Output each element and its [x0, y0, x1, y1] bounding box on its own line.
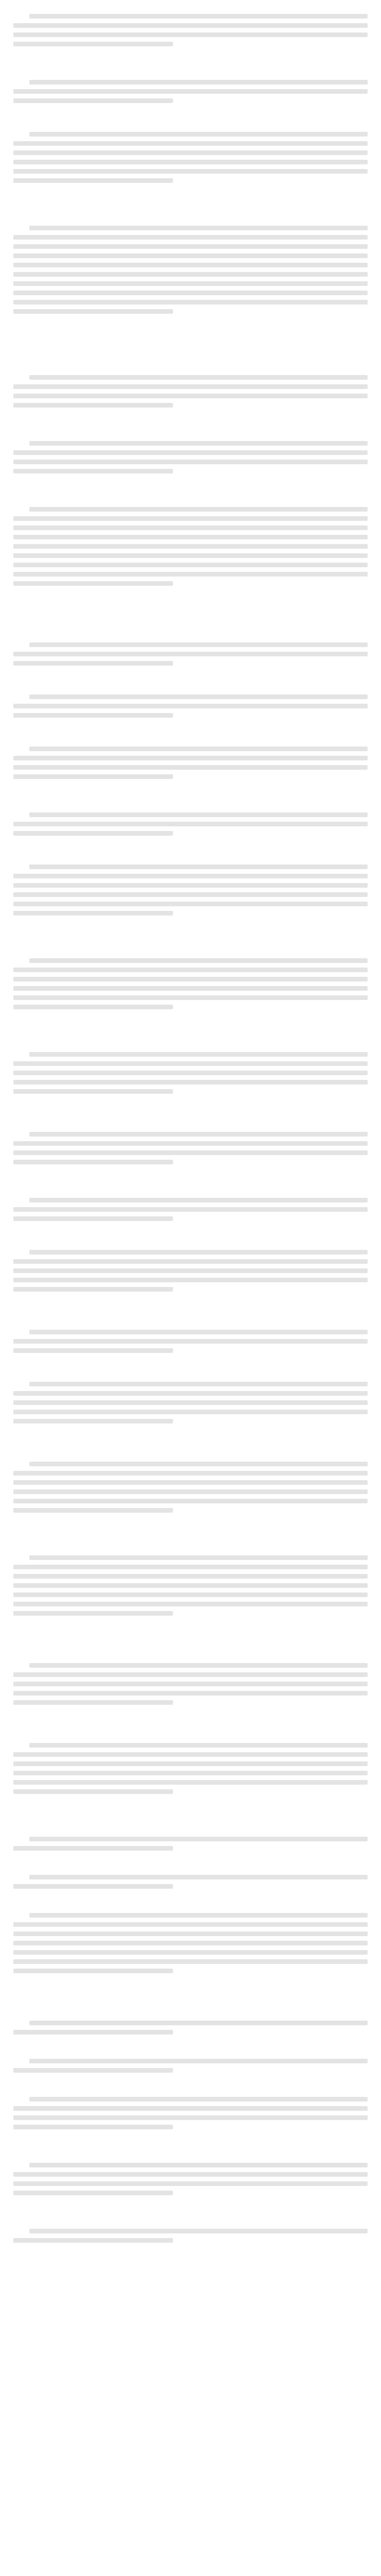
paragraph-line-placeholders — [13, 2054, 368, 2077]
text-line-placeholder — [13, 1489, 368, 1494]
paragraph-line-placeholders — [13, 742, 368, 784]
paragraph-line-placeholders — [13, 2016, 368, 2039]
text-line-placeholder — [13, 32, 368, 37]
text-line-placeholder — [29, 958, 368, 963]
text-line-placeholder — [13, 986, 368, 991]
text-line-placeholder — [13, 1959, 368, 1964]
text-line-placeholder — [13, 1682, 368, 1686]
text-line-placeholder — [29, 80, 368, 84]
text-line-placeholder — [29, 2059, 368, 2063]
text-line-placeholder — [13, 977, 368, 981]
paragraph-line-placeholders — [13, 1870, 368, 1893]
text-line-placeholder — [13, 581, 173, 586]
text-line-placeholder — [13, 1941, 368, 1945]
text-line-placeholder — [13, 1391, 368, 1396]
text-line-placeholder — [13, 23, 368, 28]
paragraph-21 — [13, 1551, 368, 1648]
paragraph-line-placeholders — [13, 1047, 368, 1098]
paragraph-line-placeholders — [13, 221, 368, 318]
text-line-placeholder — [13, 178, 173, 183]
text-line-placeholder — [29, 747, 368, 751]
text-line-placeholder — [13, 902, 368, 906]
text-line-placeholder — [13, 1400, 368, 1405]
paragraph-5 — [13, 370, 368, 426]
text-line-placeholder — [13, 1207, 368, 1212]
paragraph-line-placeholders — [13, 502, 368, 590]
text-line-placeholder — [13, 1931, 368, 1936]
text-line-placeholder — [13, 1700, 173, 1705]
text-line-placeholder — [13, 544, 368, 549]
text-line-placeholder — [13, 1348, 173, 1353]
text-line-placeholder — [13, 244, 368, 249]
paragraph-line-placeholders — [13, 1551, 368, 1620]
paragraph-12 — [13, 860, 368, 943]
paragraph-3 — [13, 127, 368, 211]
text-line-placeholder — [13, 1089, 173, 1094]
text-line-placeholder — [13, 1611, 173, 1616]
text-line-placeholder — [13, 263, 368, 267]
paragraph-line-placeholders — [13, 1325, 368, 1358]
text-line-placeholder — [13, 2125, 173, 2129]
text-line-placeholder — [13, 1508, 173, 1513]
paragraph-27 — [13, 2016, 368, 2044]
text-line-placeholder — [13, 535, 368, 539]
paragraph-8 — [13, 638, 368, 680]
paragraph-line-placeholders — [13, 2158, 368, 2200]
paragraph-23 — [13, 1738, 368, 1822]
text-line-placeholder — [13, 281, 368, 286]
paragraph-line-placeholders — [13, 1377, 368, 1428]
text-line-placeholder — [29, 1382, 368, 1386]
text-line-placeholder — [13, 1602, 368, 1606]
paragraph-line-placeholders — [13, 638, 368, 670]
text-line-placeholder — [29, 1330, 368, 1334]
text-line-placeholder — [13, 1268, 368, 1273]
paragraph-6 — [13, 436, 368, 492]
text-line-placeholder — [13, 42, 173, 46]
paragraph-16 — [13, 1193, 368, 1235]
text-line-placeholder — [13, 2181, 368, 2186]
paragraph-29 — [13, 2092, 368, 2148]
text-line-placeholder — [29, 2163, 368, 2167]
text-line-placeholder — [13, 1471, 368, 1476]
paragraph-line-placeholders — [13, 1738, 368, 1799]
paragraph-13 — [13, 954, 368, 1037]
paragraph-24 — [13, 1832, 368, 1860]
text-line-placeholder — [13, 1005, 173, 1009]
text-line-placeholder — [13, 2172, 368, 2177]
paragraph-14 — [13, 1047, 368, 1117]
text-line-placeholder — [29, 14, 368, 19]
text-line-placeholder — [13, 394, 368, 398]
text-line-placeholder — [13, 774, 173, 779]
text-line-placeholder — [29, 441, 368, 446]
text-line-placeholder — [13, 1071, 368, 1075]
paragraph-line-placeholders — [13, 436, 368, 478]
text-line-placeholder — [13, 160, 368, 164]
text-line-placeholder — [29, 694, 368, 699]
text-line-placeholder — [13, 1499, 368, 1503]
text-line-placeholder — [29, 507, 368, 512]
text-line-placeholder — [13, 1278, 368, 1282]
text-line-placeholder — [13, 1583, 368, 1588]
text-line-placeholder — [13, 150, 368, 155]
text-line-placeholder — [13, 874, 368, 878]
text-line-placeholder — [13, 1969, 173, 1973]
paragraph-28 — [13, 2054, 368, 2082]
text-line-placeholder — [13, 98, 173, 103]
text-line-placeholder — [29, 1132, 368, 1137]
paragraph-line-placeholders — [13, 127, 368, 188]
paragraph-line-placeholders — [13, 1127, 368, 1169]
text-line-placeholder — [13, 1950, 368, 1955]
text-line-placeholder — [29, 2229, 368, 2233]
paragraph-line-placeholders — [13, 954, 368, 1014]
text-line-placeholder — [13, 1672, 368, 1677]
text-line-placeholder — [13, 1752, 368, 1757]
text-line-placeholder — [13, 1287, 173, 1292]
text-line-placeholder — [13, 1691, 368, 1696]
text-line-placeholder — [13, 1480, 368, 1485]
text-line-placeholder — [13, 1216, 173, 1221]
text-line-placeholder — [13, 1080, 368, 1084]
paragraph-line-placeholders — [13, 1245, 368, 1296]
text-line-placeholder — [13, 1160, 173, 1164]
text-line-placeholder — [13, 403, 173, 408]
text-line-placeholder — [13, 1780, 368, 1785]
text-line-placeholder — [13, 1574, 368, 1579]
paragraph-25 — [13, 1870, 368, 1898]
text-line-placeholder — [13, 2068, 173, 2073]
text-line-placeholder — [29, 1875, 368, 1879]
text-line-placeholder — [13, 1789, 173, 1794]
paragraph-9 — [13, 690, 368, 732]
paragraph-31 — [13, 2224, 368, 2252]
paragraph-line-placeholders — [13, 2224, 368, 2247]
text-line-placeholder — [13, 1150, 368, 1155]
text-line-placeholder — [29, 1555, 368, 1560]
text-line-placeholder — [13, 1141, 368, 1146]
text-line-placeholder — [13, 309, 173, 314]
paragraph-line-placeholders — [13, 1832, 368, 1855]
text-line-placeholder — [13, 1410, 368, 1414]
paragraph-line-placeholders — [13, 370, 368, 412]
text-line-placeholder — [29, 132, 368, 137]
text-line-placeholder — [29, 226, 368, 230]
paragraph-10 — [13, 742, 368, 798]
text-line-placeholder — [29, 1052, 368, 1057]
paragraph-line-placeholders — [13, 860, 368, 920]
paragraph-line-placeholders — [13, 808, 368, 840]
paragraph-19 — [13, 1377, 368, 1447]
text-line-placeholder — [13, 1339, 368, 1344]
text-line-placeholder — [13, 911, 173, 916]
text-line-placeholder — [13, 141, 368, 146]
text-line-placeholder — [13, 1846, 173, 1851]
text-line-placeholder — [13, 995, 368, 1000]
text-line-placeholder — [29, 1663, 368, 1668]
paragraph-2 — [13, 75, 368, 117]
text-line-placeholder — [13, 572, 368, 577]
paragraph-11 — [13, 808, 368, 850]
paragraph-line-placeholders — [13, 1658, 368, 1709]
paragraph-26 — [13, 1908, 368, 2006]
paragraph-1 — [13, 9, 368, 65]
text-line-placeholder — [13, 968, 368, 972]
text-line-placeholder — [13, 1884, 173, 1889]
paragraph-line-placeholders — [13, 690, 368, 722]
text-line-placeholder — [29, 1913, 368, 1918]
text-line-placeholder — [29, 1743, 368, 1748]
text-line-placeholder — [13, 831, 173, 836]
text-line-placeholder — [13, 2030, 173, 2035]
paragraph-line-placeholders — [13, 1193, 368, 1226]
text-line-placeholder — [13, 1592, 368, 1597]
text-line-placeholder — [13, 1761, 368, 1766]
text-line-placeholder — [29, 2021, 368, 2025]
text-line-placeholder — [29, 642, 368, 647]
text-line-placeholder — [13, 756, 368, 760]
text-line-placeholder — [13, 300, 368, 304]
text-line-placeholder — [13, 460, 368, 464]
text-line-placeholder — [29, 1198, 368, 1202]
paragraph-15 — [13, 1127, 368, 1183]
paragraph-line-placeholders — [13, 9, 368, 51]
text-line-placeholder — [13, 2191, 173, 2195]
text-line-placeholder — [13, 450, 368, 455]
paragraph-20 — [13, 1457, 368, 1540]
text-line-placeholder — [13, 563, 368, 567]
text-line-placeholder — [13, 2106, 368, 2111]
text-line-placeholder — [29, 1837, 368, 1841]
text-line-placeholder — [13, 713, 173, 718]
text-line-placeholder — [13, 652, 368, 656]
text-line-placeholder — [13, 1259, 368, 1264]
paragraph-18 — [13, 1325, 368, 1367]
paragraph-17 — [13, 1245, 368, 1315]
text-line-placeholder — [13, 765, 368, 770]
paragraph-22 — [13, 1658, 368, 1728]
text-line-placeholder — [13, 89, 368, 94]
text-line-placeholder — [13, 2238, 173, 2243]
text-line-placeholder — [13, 516, 368, 521]
text-line-placeholder — [13, 1565, 368, 1569]
text-line-placeholder — [29, 865, 368, 869]
text-line-placeholder — [29, 2097, 368, 2102]
text-line-placeholder — [13, 253, 368, 258]
text-line-placeholder — [13, 526, 368, 530]
paragraph-line-placeholders — [13, 1457, 368, 1517]
text-line-placeholder — [13, 661, 173, 666]
text-line-placeholder — [13, 469, 173, 473]
text-line-placeholder — [13, 2115, 368, 2120]
text-line-placeholder — [13, 272, 368, 277]
text-line-placeholder — [13, 1771, 368, 1775]
text-line-placeholder — [13, 169, 368, 174]
text-line-placeholder — [13, 883, 368, 888]
paragraph-30 — [13, 2158, 368, 2214]
text-line-placeholder — [13, 553, 368, 558]
text-line-placeholder — [13, 1922, 368, 1927]
paragraph-line-placeholders — [13, 75, 368, 108]
text-line-placeholder — [29, 1250, 368, 1255]
paragraph-line-placeholders — [13, 1908, 368, 1978]
text-line-placeholder — [13, 384, 368, 389]
text-line-placeholder — [13, 822, 368, 826]
text-line-placeholder — [13, 291, 368, 295]
text-line-placeholder — [13, 704, 368, 708]
text-line-placeholder — [29, 1462, 368, 1466]
text-line-placeholder — [29, 375, 368, 380]
paragraph-7 — [13, 502, 368, 628]
text-line-placeholder — [29, 812, 368, 817]
text-line-placeholder — [13, 235, 368, 240]
text-line-placeholder — [13, 892, 368, 897]
paragraph-4 — [13, 221, 368, 360]
text-line-placeholder — [13, 1061, 368, 1066]
text-line-placeholder — [13, 1419, 173, 1423]
paragraph-line-placeholders — [13, 2092, 368, 2134]
